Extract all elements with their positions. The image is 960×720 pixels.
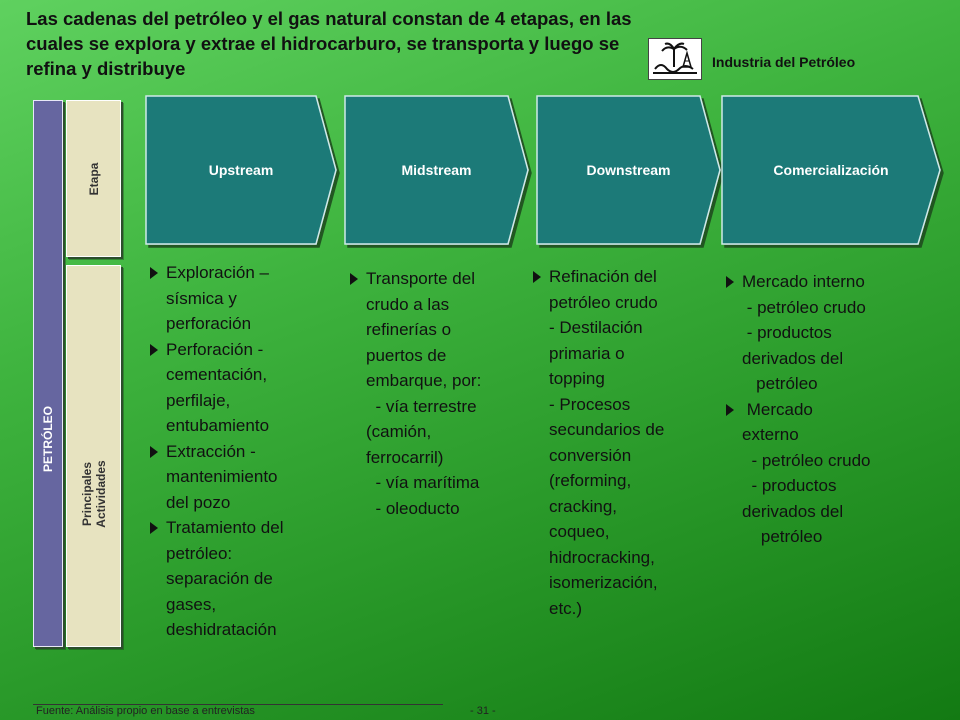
activity-line: Refinación del: [549, 267, 657, 286]
downstream-activities: [533, 264, 664, 621]
activity-line: conversión: [549, 445, 632, 465]
activity-line: - productos: [742, 476, 837, 495]
activity-item: [533, 264, 664, 621]
activity-line: Mercado interno: [742, 272, 865, 291]
activities-label: Principales Actividades: [79, 460, 108, 528]
activity-line: sísmica y: [166, 288, 237, 308]
activity-line: ferrocarril): [366, 447, 444, 467]
bullet-arrow-icon: [150, 267, 158, 279]
activity-line: cementación,: [166, 365, 268, 384]
activity-line: mantenimiento: [166, 467, 278, 486]
activity-line: Tratamiento del: [166, 518, 284, 537]
bullet-arrow-icon: [726, 276, 734, 288]
activity-line: Mercado: [742, 399, 813, 419]
bullet-arrow-icon: [150, 446, 158, 458]
stage-downstream: Downstream: [586, 162, 671, 178]
petroleo-label: PETRÓLEO: [41, 405, 55, 472]
activity-line: Exploración –: [166, 263, 270, 282]
activity-line: petróleo crudo: [549, 292, 658, 312]
bullet-arrow-icon: [150, 344, 158, 356]
activities-bar: [66, 265, 121, 647]
bullet-arrow-icon: [350, 273, 358, 285]
stage-arrows: [0, 0, 960, 260]
activity-line: gases,: [166, 594, 217, 614]
activity-line: Perforación -: [166, 339, 264, 359]
activity-line: derivados del: [742, 348, 844, 368]
activity-line: petróleo: [742, 374, 818, 393]
activity-line: separación de: [166, 569, 273, 588]
activity-line: puertos de: [366, 345, 447, 365]
activity-line: etc.): [549, 598, 583, 618]
activity-item: [150, 515, 283, 643]
activity-line: refinerías o: [366, 320, 452, 339]
activity-line: secundarios de: [549, 420, 665, 439]
activity-line: - productos: [742, 323, 832, 342]
activity-line: del pozo: [166, 492, 231, 512]
activity-line: perfilaje,: [166, 390, 231, 410]
comercializacion-activities: [726, 269, 871, 550]
activity-item: [150, 439, 283, 516]
activity-line: petróleo: [742, 527, 823, 546]
activity-line: entubamiento: [166, 416, 270, 435]
bullet-arrow-icon: [726, 404, 734, 416]
activity-line: derivados del: [742, 501, 844, 521]
stage-upstream: Upstream: [208, 162, 274, 178]
midstream-activities: [350, 266, 481, 521]
activity-line: topping: [549, 369, 605, 388]
etapa-label: Etapa: [86, 162, 101, 195]
activity-item: [150, 260, 283, 337]
upstream-activities: [150, 260, 283, 643]
activity-line: - oleoducto: [366, 498, 460, 518]
activity-line: crudo a las: [366, 294, 450, 314]
activity-item: [350, 266, 481, 521]
stage-comercializacion: Comercialización: [773, 162, 889, 178]
activity-item: [150, 337, 283, 439]
activity-line: - vía terrestre: [366, 396, 477, 416]
activity-line: deshidratación: [166, 620, 277, 639]
page-title: Las cadenas del petróleo y el gas natural constan de 4 etapas, en las cuales se explora y extrae el hidrocarburo, se transporta y luego se refina y distribuye: [26, 8, 632, 79]
brand-label: Industria del Petróleo: [712, 54, 856, 70]
activity-line: - Procesos: [549, 394, 631, 414]
page-number: - 31 -: [470, 705, 496, 717]
activity-line: - petróleo crudo: [742, 297, 866, 317]
activity-line: Extracción -: [166, 441, 256, 461]
activity-line: coqueo,: [549, 522, 610, 541]
activity-line: perforación: [166, 314, 252, 333]
activity-line: (camión,: [366, 422, 432, 441]
bullet-arrow-icon: [533, 271, 541, 283]
activity-item: [726, 397, 871, 550]
activity-line: Transporte del: [366, 269, 475, 288]
activity-line: isomerización,: [549, 573, 658, 592]
activity-line: cracking,: [549, 496, 618, 516]
source-note: Fuente: Análisis propio en base a entrevistas: [36, 705, 255, 717]
activity-line: externo: [742, 425, 799, 444]
activity-line: - petróleo crudo: [742, 450, 871, 470]
activity-line: petróleo:: [166, 543, 233, 563]
activity-line: hidrocracking,: [549, 547, 655, 567]
activity-item: [726, 269, 871, 397]
activity-line: - vía marítima: [366, 473, 480, 492]
activity-line: (reforming,: [549, 471, 632, 490]
bullet-arrow-icon: [150, 522, 158, 534]
activity-line: embarque, por:: [366, 371, 482, 390]
activity-line: primaria o: [549, 343, 625, 363]
activity-line: - Destilación: [549, 318, 643, 337]
stage-midstream: Midstream: [401, 162, 472, 178]
